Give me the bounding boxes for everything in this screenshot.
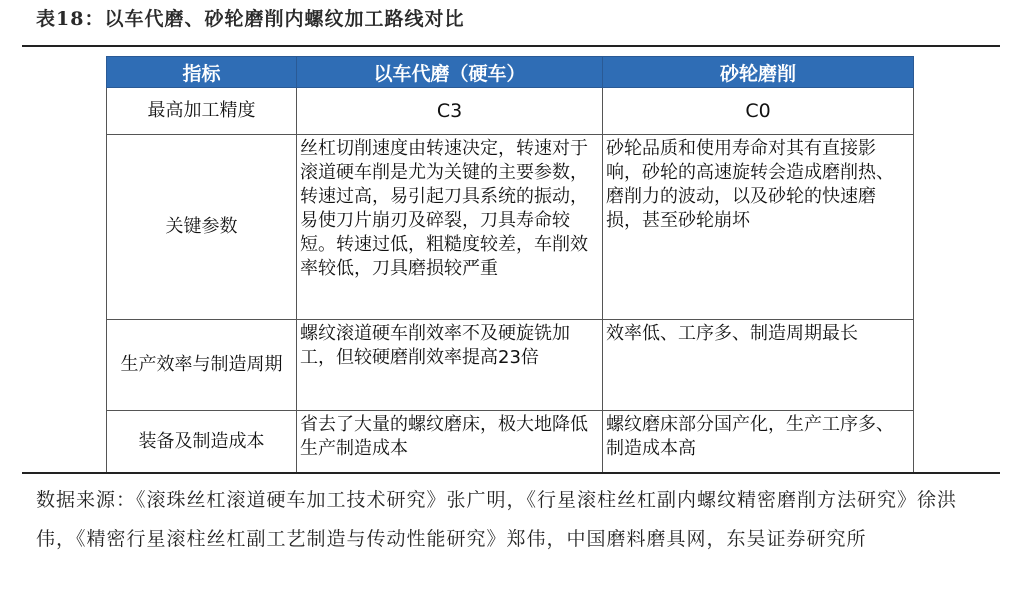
row-label: 装备及制造成本 bbox=[107, 411, 297, 473]
row-label: 关键参数 bbox=[107, 135, 297, 320]
header-indicator: 指标 bbox=[107, 57, 297, 88]
header-grinding: 砂轮磨削 bbox=[603, 57, 914, 88]
table-title: 表18：以车代磨、砂轮磨削内螺纹加工路线对比 bbox=[36, 8, 465, 30]
row-label: 生产效率与制造周期 bbox=[107, 320, 297, 411]
top-rule bbox=[22, 45, 1000, 47]
table-row bbox=[107, 88, 914, 135]
cell-grinding: 螺纹磨床部分国产化，生产工序多、制造成本高 bbox=[603, 411, 914, 473]
cell-grinding: 效率低、工序多、制造周期最长 bbox=[603, 320, 914, 411]
source-note: 数据来源：《滚珠丝杠滚道硬车加工技术研究》张广明，《行星滚柱丝杠副内螺纹精密磨削方法研究》徐洪伟，《精密行星滚柱丝杠副工艺制造与传动性能研究》郑伟，中国磨料磨具网，东吴证券研究所 bbox=[36, 489, 958, 550]
table-row bbox=[107, 135, 914, 320]
bottom-rule bbox=[22, 472, 1000, 474]
cell-hard-turning: 丝杠切削速度由转速决定，转速对于滚道硬车削是尤为关键的主要参数，转速过高，易引起刀具系统的振动，易使刀片崩刃及碎裂，刀具寿命较短。转速过低，粗糙度较差，车削效率较低，刀具磨损较严重 bbox=[297, 135, 603, 320]
header-row bbox=[107, 57, 914, 88]
cell-hard-turning: C3 bbox=[297, 88, 603, 135]
table-row bbox=[107, 411, 914, 473]
comparison-table bbox=[106, 56, 914, 473]
cell-hard-turning: 螺纹滚道硬车削效率不及硬旋铣加工，但较硬磨削效率提高23倍 bbox=[297, 320, 603, 411]
cell-grinding: C0 bbox=[603, 88, 914, 135]
row-label: 最高加工精度 bbox=[107, 88, 297, 135]
cell-grinding: 砂轮品质和使用寿命对其有直接影响，砂轮的高速旋转会造成磨削热、磨削力的波动，以及砂轮的快速磨损，甚至砂轮崩坏 bbox=[603, 135, 914, 320]
header-hard-turning: 以车代磨（硬车） bbox=[297, 57, 603, 88]
cell-hard-turning: 省去了大量的螺纹磨床，极大地降低生产制造成本 bbox=[297, 411, 603, 473]
table-row bbox=[107, 320, 914, 411]
